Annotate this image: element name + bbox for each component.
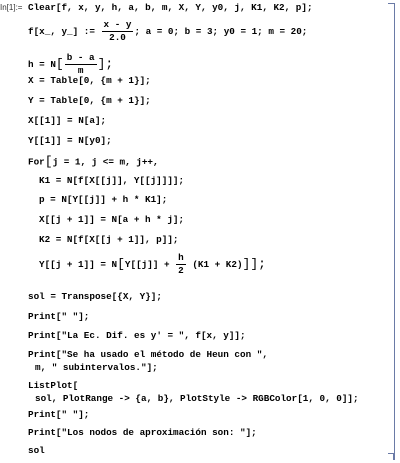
code-line-2 xyxy=(28,20,307,43)
input-code[interactable] xyxy=(28,0,359,456)
code-line-4: X = Table[0, {m + 1}]; xyxy=(28,75,151,86)
code-line-10: p = N[Y[[j]] + h * K1]; xyxy=(39,194,168,205)
code-line-13 xyxy=(39,253,266,276)
open-bracket: [ xyxy=(44,154,53,169)
code-line-6: X[[1]] = N[a]; xyxy=(28,115,107,126)
code-line-13-end: (K1 + K2) xyxy=(186,258,243,270)
close-bracket: ]; xyxy=(97,56,114,72)
code-line-2-end: ; a = 0; b = 3; y0 = 1; m = 20; xyxy=(134,25,308,37)
code-line-3-start: h = N xyxy=(28,58,56,70)
code-line-9: K1 = N[f[X[[j]], Y[[j]]]]; xyxy=(39,175,185,186)
code-line-12: K2 = N[f[X[[j + 1]], p]]; xyxy=(39,234,179,245)
code-line-8 xyxy=(28,156,159,168)
code-line-20: sol, PlotRange -> {a, b}, PlotStyle -> RGBColor[1, 0, 0]]; xyxy=(35,393,359,404)
open-bracket: [ xyxy=(117,256,125,272)
fraction-denominator: m xyxy=(65,64,97,76)
code-line-14: sol = Transpose[{X, Y}]; xyxy=(28,291,162,302)
cell-bracket[interactable] xyxy=(388,3,395,454)
for-header: j = 1, j <= m, j++, xyxy=(52,156,159,168)
code-line-7: Y[[1]] = N[y0]; xyxy=(28,135,112,146)
fraction-denominator: 2.0 xyxy=(102,31,134,43)
code-line-18: m, " subintervalos."]; xyxy=(35,362,158,373)
open-bracket: [ xyxy=(55,56,64,72)
code-line-1: Clear[f, x, y, h, a, b, m, X, Y, y0, j, K1, K2, p]; xyxy=(28,2,313,13)
close-bracket: ]]; xyxy=(242,256,266,272)
code-line-19: ListPlot[ xyxy=(28,380,79,391)
code-line-5: Y = Table[0, {m + 1}]; xyxy=(28,95,151,106)
code-line-2-start: f[x_, y_] := xyxy=(28,25,101,37)
cell-bracket-end-marker xyxy=(393,454,395,460)
code-line-23: sol xyxy=(28,445,45,456)
for-keyword: For xyxy=(28,156,45,168)
code-line-15: Print[" "]; xyxy=(28,311,90,322)
fraction-denominator: 2 xyxy=(178,265,184,276)
fraction-x-minus-y-over-2 xyxy=(102,20,134,43)
fraction-numerator: x - y xyxy=(103,19,132,30)
fraction-b-minus-a-over-m xyxy=(65,53,97,76)
fraction-h-over-2 xyxy=(176,253,186,276)
code-line-21: Print[" "]; xyxy=(28,409,90,420)
code-line-16: Print["La Ec. Dif. es y' = ", f[x, y]]; xyxy=(28,330,246,341)
fraction-numerator: h xyxy=(178,252,184,263)
code-line-22: Print["Los nodos de aproximación son: "]; xyxy=(28,427,257,438)
code-line-11: X[[j + 1]] = N[a + h * j]; xyxy=(39,214,185,225)
input-cell-label: In[1]:= xyxy=(0,3,23,12)
code-line-13-middle: Y[[j]] + xyxy=(124,258,176,270)
code-line-3 xyxy=(28,53,113,76)
code-line-13-start: Y[[j + 1]] = N xyxy=(39,258,118,270)
code-line-17: Print["Se ha usado el método de Heun con ", xyxy=(28,349,268,360)
fraction-numerator: b - a xyxy=(66,52,95,63)
